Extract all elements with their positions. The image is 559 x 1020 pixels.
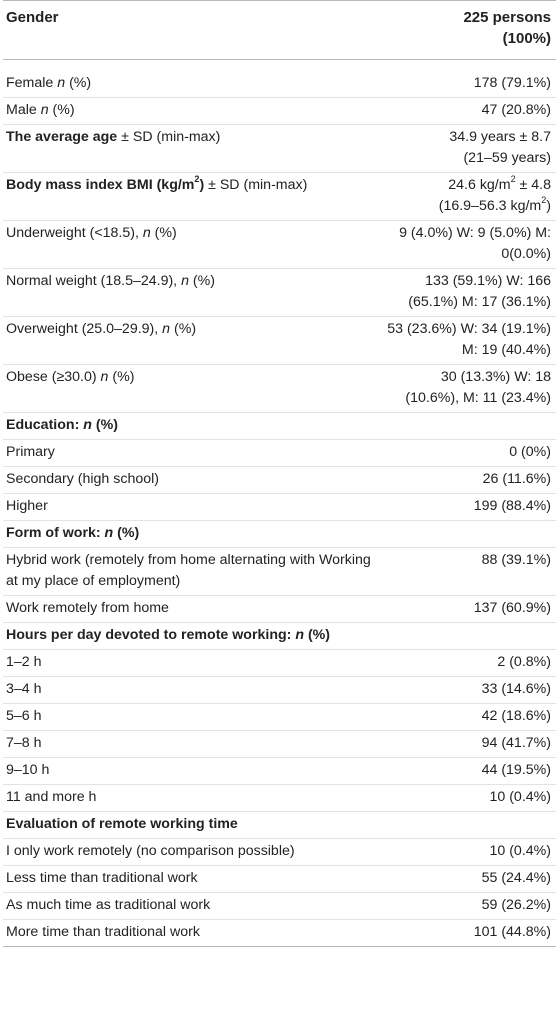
table-row xyxy=(3,467,556,494)
table-row xyxy=(3,704,556,731)
row-label: Normal weight (18.5–24.9), xyxy=(6,273,182,289)
row-label-n: n xyxy=(100,369,109,385)
table-row xyxy=(3,866,556,893)
row-value: 133 (59.1%) W: 166 (65.1%) M: 17 (36.1%) xyxy=(408,273,551,310)
row-value: 9 (4.0%) W: 9 (5.0%) M: 0(0.0%) xyxy=(399,225,551,262)
value-cell xyxy=(383,785,556,812)
section-row xyxy=(3,623,556,650)
label-cell xyxy=(3,440,383,467)
label-cell xyxy=(3,125,383,173)
table-row xyxy=(3,758,556,785)
row-label: 3–4 h xyxy=(6,681,42,697)
row-label: ± SD (min-max) xyxy=(117,129,221,145)
label-cell xyxy=(3,413,383,440)
row-value: 10 (0.4%) xyxy=(489,843,551,859)
row-label-unit: (%) xyxy=(48,102,75,118)
row-label-n: n xyxy=(162,321,171,337)
table-row xyxy=(3,920,556,947)
row-label-unit: (%) xyxy=(108,369,135,385)
section-title: Evaluation of remote working time xyxy=(6,816,238,832)
row-label: Work remotely from home xyxy=(6,600,169,616)
row-label-n: n xyxy=(181,273,189,289)
row-label-bold: Body mass index BMI (kg/m xyxy=(6,177,195,193)
value-cell xyxy=(383,866,556,893)
value-cell xyxy=(383,704,556,731)
row-value-sup2: 2 xyxy=(541,195,547,206)
section-title: Hours per day devoted to remote working: xyxy=(6,627,296,643)
row-label: More time than traditional work xyxy=(6,924,200,940)
row-label-n: n xyxy=(57,75,66,91)
header-persons-line1: 225 persons xyxy=(463,9,551,26)
section-row xyxy=(3,812,556,839)
row-label: As much time as traditional work xyxy=(6,897,211,913)
value-cell xyxy=(383,758,556,785)
row-label: Female xyxy=(6,75,58,91)
section-title-n: n xyxy=(83,417,92,433)
row-value-line2-end: ) xyxy=(546,198,551,214)
table-row xyxy=(3,221,556,269)
value-cell xyxy=(383,98,556,125)
table-row xyxy=(3,98,556,125)
table-row xyxy=(3,893,556,920)
header-gender: Gender xyxy=(6,9,59,26)
section-title-unit: (%) xyxy=(304,627,331,643)
section-title-unit: (%) xyxy=(113,525,140,541)
row-value: 26 (11.6%) xyxy=(482,471,551,487)
label-cell xyxy=(3,269,383,317)
header-persons-line2: (100%) xyxy=(502,30,551,47)
row-label: Underweight (<18.5), xyxy=(6,225,143,241)
table-row xyxy=(3,365,556,413)
row-label-n: n xyxy=(142,225,151,241)
value-cell xyxy=(383,494,556,521)
row-value: 178 (79.1%) xyxy=(473,75,551,91)
row-label: I only work remotely (no comparison possible) xyxy=(6,843,295,859)
value-cell xyxy=(383,269,556,317)
table-header xyxy=(3,1,556,60)
label-cell xyxy=(3,596,383,623)
row-value: 0 (0%) xyxy=(509,444,551,460)
label-cell xyxy=(3,494,383,521)
row-value: 88 (39.1%) xyxy=(481,552,551,568)
label-cell xyxy=(3,173,383,221)
table-row xyxy=(3,125,556,173)
row-value: 42 (18.6%) xyxy=(481,708,551,724)
label-cell xyxy=(3,893,383,920)
label-cell xyxy=(3,623,383,650)
value-cell xyxy=(383,365,556,413)
table-row xyxy=(3,548,556,596)
table-body xyxy=(3,60,556,947)
row-label: Less time than traditional work xyxy=(6,870,198,886)
label-cell xyxy=(3,731,383,758)
label-cell xyxy=(3,677,383,704)
value-cell xyxy=(383,920,556,947)
label-cell xyxy=(3,60,383,98)
value-cell xyxy=(383,173,556,221)
row-label-unit: (%) xyxy=(188,273,215,289)
label-cell xyxy=(3,920,383,947)
value-cell xyxy=(383,317,556,365)
row-value: 30 (13.3%) W: 18 (10.6%), M: 11 (23.4%) xyxy=(405,369,551,406)
row-label: Obese (≥30.0) xyxy=(6,369,101,385)
row-label: 5–6 h xyxy=(6,708,42,724)
row-label: Hybrid work (remotely from home alternating with Working at my place of employment) xyxy=(6,552,371,589)
row-label: Higher xyxy=(6,498,48,514)
row-value: 199 (88.4%) xyxy=(473,498,551,514)
row-label: Primary xyxy=(6,444,55,460)
row-value-sup: 2 xyxy=(510,174,516,185)
value-cell xyxy=(383,623,556,650)
row-value-line1-end: ± 4.8 xyxy=(515,177,551,193)
row-label-unit: (%) xyxy=(170,321,197,337)
row-label-bold-end: ) xyxy=(199,177,205,193)
row-value: 47 (20.8%) xyxy=(481,102,551,118)
section-title-n: n xyxy=(295,627,304,643)
row-label-unit: (%) xyxy=(150,225,177,241)
row-label: 11 and more h xyxy=(6,789,97,805)
section-row xyxy=(3,413,556,440)
table-row xyxy=(3,60,556,98)
label-cell xyxy=(3,521,383,548)
value-cell xyxy=(383,839,556,866)
row-value-line2: (16.9–56.3 kg/m xyxy=(438,198,542,214)
label-cell xyxy=(3,704,383,731)
row-value: 101 (44.8%) xyxy=(473,924,551,940)
value-cell xyxy=(383,125,556,173)
row-label: ± SD (min-max) xyxy=(204,177,308,193)
value-cell xyxy=(383,467,556,494)
label-cell xyxy=(3,317,383,365)
row-label-sup: 2 xyxy=(194,174,200,185)
row-value: 59 (26.2%) xyxy=(481,897,551,913)
table-row xyxy=(3,440,556,467)
section-title-unit: (%) xyxy=(91,417,118,433)
row-value: 137 (60.9%) xyxy=(473,600,551,616)
row-value: 2 (0.8%) xyxy=(497,654,551,670)
table-row xyxy=(3,650,556,677)
table-row xyxy=(3,173,556,221)
row-value-line1: 34.9 years ± 8.7 xyxy=(449,129,551,145)
value-cell xyxy=(383,221,556,269)
label-cell xyxy=(3,812,383,839)
section-title: Form of work: xyxy=(6,525,105,541)
value-cell xyxy=(383,548,556,596)
label-cell xyxy=(3,758,383,785)
section-title-n: n xyxy=(104,525,114,541)
row-value: 33 (14.6%) xyxy=(481,681,551,697)
label-cell xyxy=(3,365,383,413)
label-cell xyxy=(3,98,383,125)
table-row xyxy=(3,785,556,812)
header-row xyxy=(3,1,556,60)
header-persons xyxy=(383,1,556,60)
row-value: 53 (23.6%) W: 34 (19.1%) M: 19 (40.4%) xyxy=(387,321,551,358)
table-row xyxy=(3,317,556,365)
value-cell xyxy=(383,596,556,623)
row-label: 1–2 h xyxy=(6,654,42,670)
row-label-unit: (%) xyxy=(65,75,92,91)
label-cell xyxy=(3,548,383,596)
row-label-bold: The average age xyxy=(6,129,118,145)
table-row xyxy=(3,269,556,317)
section-row xyxy=(3,521,556,548)
label-cell xyxy=(3,839,383,866)
table-row xyxy=(3,839,556,866)
value-cell xyxy=(383,650,556,677)
row-label: Secondary (high school) xyxy=(6,471,159,487)
label-cell xyxy=(3,866,383,893)
demographics-table xyxy=(3,0,556,947)
row-value: 55 (24.4%) xyxy=(481,870,551,886)
value-cell xyxy=(383,521,556,548)
value-cell xyxy=(383,413,556,440)
value-cell xyxy=(383,60,556,98)
row-value: 44 (19.5%) xyxy=(481,762,551,778)
section-title: Education: xyxy=(6,417,84,433)
label-cell xyxy=(3,221,383,269)
row-label: 9–10 h xyxy=(6,762,50,778)
row-value: 10 (0.4%) xyxy=(489,789,551,805)
row-label-n: n xyxy=(40,102,49,118)
table-row xyxy=(3,494,556,521)
row-value-line2: (21–59 years) xyxy=(463,150,551,166)
value-cell xyxy=(383,893,556,920)
table-row xyxy=(3,731,556,758)
row-label: 7–8 h xyxy=(6,735,42,751)
value-cell xyxy=(383,731,556,758)
row-value: 94 (41.7%) xyxy=(481,735,551,751)
row-label: Male xyxy=(6,102,41,118)
label-cell xyxy=(3,785,383,812)
table-row xyxy=(3,677,556,704)
label-cell xyxy=(3,467,383,494)
value-cell xyxy=(383,440,556,467)
row-label: Overweight (25.0–29.9), xyxy=(6,321,163,337)
table-row xyxy=(3,596,556,623)
label-cell xyxy=(3,650,383,677)
row-value-line1: 24.6 kg/m xyxy=(448,177,511,193)
value-cell xyxy=(383,677,556,704)
value-cell xyxy=(383,812,556,839)
